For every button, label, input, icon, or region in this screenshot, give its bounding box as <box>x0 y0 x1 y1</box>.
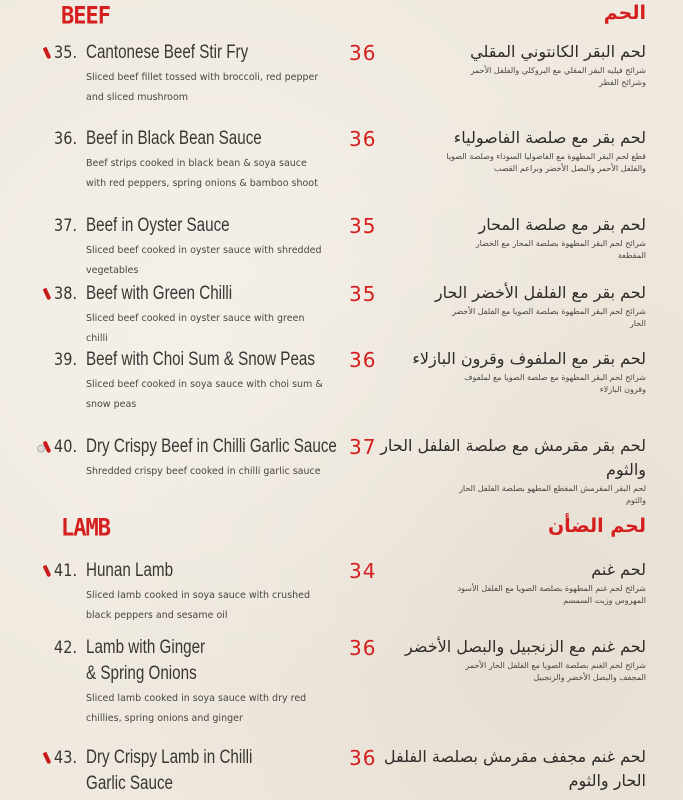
item-english <box>86 213 336 281</box>
item-english <box>86 434 336 482</box>
item-english <box>86 281 336 349</box>
item-price: 36 <box>349 41 377 65</box>
item-name-arabic: لحم غنم مجفف مقرمش بصلصة الفلفل الحار والثوم <box>383 747 646 790</box>
item-description: Sliced beef cooked in oyster sauce with green chilli <box>86 313 305 344</box>
item-number: 41. <box>54 561 77 581</box>
item-number: 36. <box>54 129 77 149</box>
item-number: 35. <box>54 43 77 63</box>
item-name: Dry Crispy Beef in Chilli Garlic Sauce <box>86 436 337 457</box>
item-arabic <box>376 40 646 89</box>
chili-icon <box>43 752 52 765</box>
item-name-arabic: لحم بقر مع صلصة الفاصولياء <box>453 128 646 147</box>
item-name-arabic: لحم البقر الكانتوني المقلي <box>470 42 646 61</box>
item-name: Lamb with Ginger & Spring Onions <box>86 637 206 684</box>
item-arabic <box>376 213 646 262</box>
item-number: 40. <box>54 437 77 457</box>
item-arabic <box>376 281 646 330</box>
item-description-arabic: شرائح لحم البقر المطهوة بصلصة المحار مع الخضار المقطعة <box>475 239 646 260</box>
item-price: 35 <box>349 282 377 306</box>
item-name: Beef in Oyster Sauce <box>86 215 230 236</box>
item-description: Shredded crispy beef cooked in chilli garlic sauce <box>86 466 321 477</box>
item-arabic <box>376 434 646 507</box>
item-price: 36 <box>349 636 377 660</box>
item-name-arabic: لحم غنم <box>591 560 646 579</box>
item-english <box>86 745 336 797</box>
item-description: Sliced beef cooked in oyster sauce with shredded vegetables <box>86 245 322 276</box>
item-name-arabic: لحم غنم مع الزنجبيل والبصل الأخضر <box>405 637 646 656</box>
item-english <box>86 558 336 626</box>
item-name: Beef in Black Bean Sauce <box>86 128 262 149</box>
chili-icon <box>43 565 52 578</box>
item-number: 42. <box>54 638 77 658</box>
item-name-arabic: لحم بقر مع الملفوف وقرون البازلاء <box>412 349 646 368</box>
chili-icon <box>43 47 52 60</box>
section-title-lamb: LAMB <box>61 514 110 543</box>
item-arabic <box>376 635 646 684</box>
chili-icon <box>43 288 52 301</box>
item-name-arabic: لحم بقر مقرمش مع صلصة الفلفل الحار والثوم <box>380 436 646 479</box>
item-name: Hunan Lamb <box>86 560 174 581</box>
item-arabic <box>376 745 646 793</box>
item-english <box>86 40 336 108</box>
item-price: 34 <box>349 559 377 583</box>
item-name: Cantonese Beef Stir Fry <box>86 42 249 63</box>
item-description-arabic: شرائح لحم البقر المطهوة مع صلصة الصويا مع لملفوف وقرون البازلاء <box>464 373 646 394</box>
item-arabic <box>376 347 646 396</box>
item-name-arabic: لحم بقر مع الفلفل الأخضر الحار <box>434 283 646 302</box>
section-title-beef: BEEF <box>61 2 110 31</box>
item-english <box>86 126 336 194</box>
item-arabic <box>376 126 646 175</box>
item-english <box>86 635 336 729</box>
item-description: Sliced beef fillet tossed with broccoli, red pepper and sliced mushroom <box>86 72 319 103</box>
item-arabic <box>376 558 646 607</box>
item-name: Beef with Green Chilli <box>86 283 233 304</box>
item-english <box>86 347 336 415</box>
section-title-lamb-arabic: لحم الضأن <box>547 515 646 537</box>
item-name-arabic: لحم بقر مع صلصة المحار <box>478 215 646 234</box>
item-description: Sliced beef cooked in soya sauce with choi sum & snow peas <box>86 379 323 410</box>
item-name: Dry Crispy Lamb in Chilli Garlic Sauce <box>86 747 253 794</box>
item-price: 36 <box>349 348 377 372</box>
item-number: 39. <box>54 350 77 370</box>
item-number: 43. <box>54 748 77 768</box>
item-description-arabic: قطع لحم البقر المطهوة مع الفاصوليا السوداء وصلصة الصويا والفلفل الأحمر والبصل الأخضر وبراعم القصب <box>446 152 646 173</box>
item-description-arabic: شرائح لحم الغنم بصلصة الصويا مع الفلفل الحار الأحمر المجفف والبصل الأخضر والزنجبيل <box>465 661 646 682</box>
item-description-arabic: شرائح لحم غنم المطهوة بصلصة الصويا مع الفلفل الأسود المهروس وزيت السمسم <box>457 584 646 605</box>
item-name: Beef with Choi Sum & Snow Peas <box>86 349 315 370</box>
item-description-arabic: شرائح فيليه البقر المقلي مع البروكلي والفلفل الأحمر وشرائح الفطر <box>470 66 646 87</box>
item-description-arabic: لحم البقر المقرمش المقطع المطهو بصلصة الفلفل الحار والثوم <box>459 484 646 505</box>
item-description-arabic: شرائح لحم البقر المطهوة بصلصة الصويا مع الفلفل الأخضر الحار <box>452 307 646 328</box>
item-description: Sliced lamb cooked in soya sauce with crushed black peppers and sesame oil <box>86 590 311 621</box>
section-title-beef-arabic: الحم <box>603 2 646 24</box>
item-number: 37. <box>54 216 77 236</box>
item-description: Sliced lamb cooked in soya sauce with dry red chillies, spring onions and ginger <box>86 693 307 724</box>
item-price: 36 <box>349 746 377 770</box>
item-price: 36 <box>349 127 377 151</box>
item-number: 38. <box>54 284 77 304</box>
item-description: Beef strips cooked in black bean & soya sauce with red peppers, spring onions & bamboo shoot <box>86 158 318 189</box>
item-price: 37 <box>349 435 377 459</box>
item-price: 35 <box>349 214 377 238</box>
chili-icon <box>43 441 52 454</box>
